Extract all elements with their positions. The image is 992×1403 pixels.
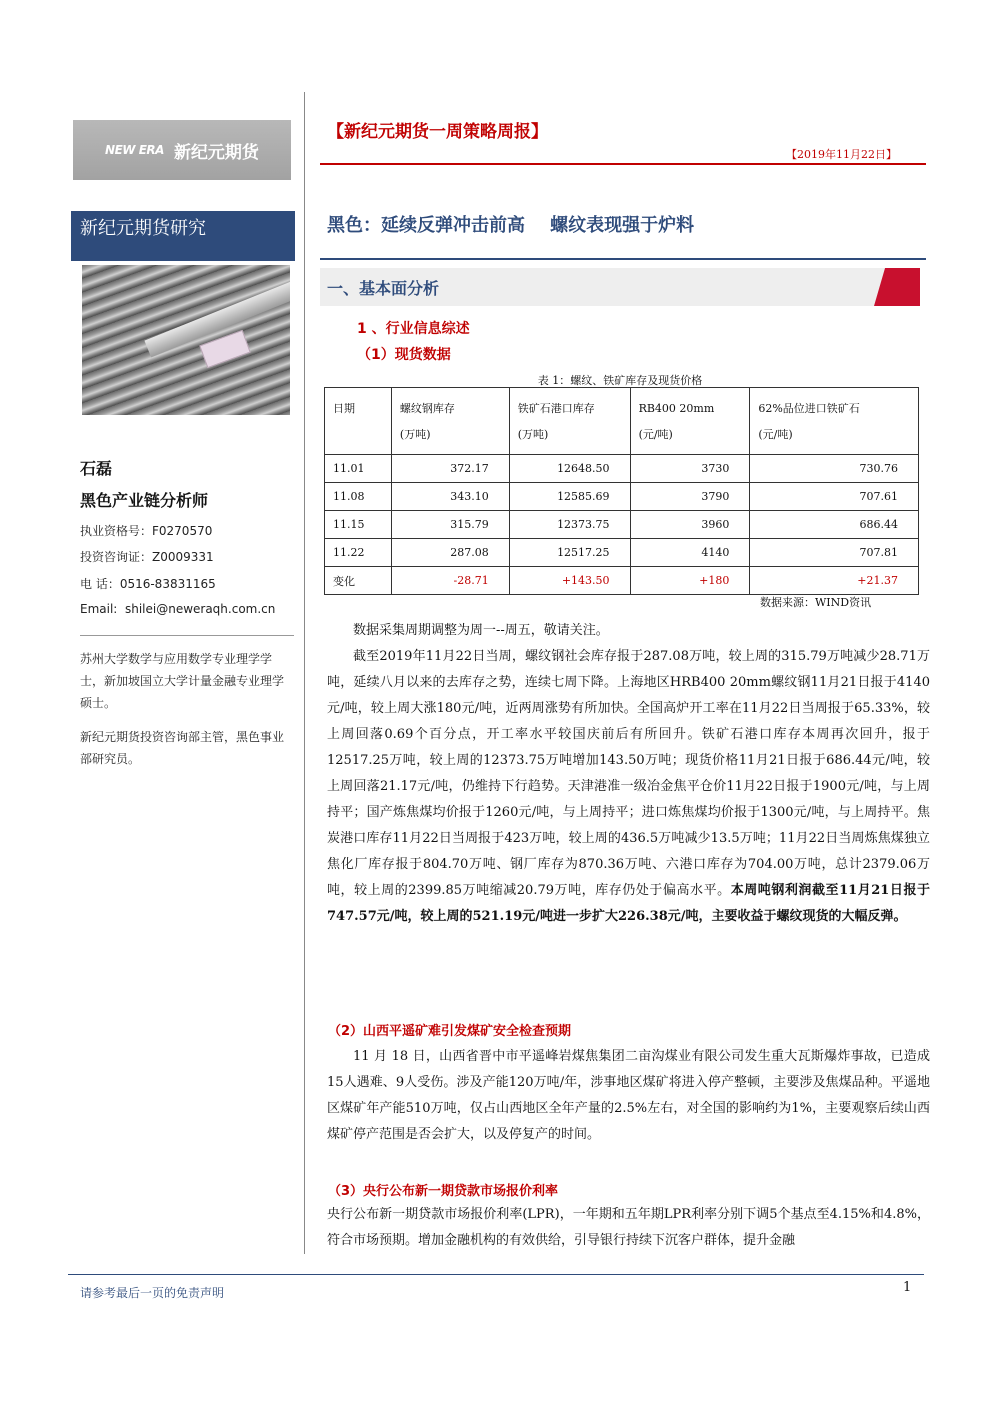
subsection-spot-data: （1）现货数据 [357,347,451,363]
paragraph-notice: 数据采集周期调整为周一--周五，敬请关注。 [353,623,609,638]
table-header-cell: RB400 20mm (元/吨) [630,388,750,455]
sidebar-divider [80,635,294,636]
table-header-cell: 日期 [325,388,392,455]
paragraph-text: 截至2019年11月22日当周，螺纹钢社会库存报于287.08万吨，较上周的315.79万吨减少28.71万吨，延续八月以来的去库存之势，连续七周下降。上海地区HRB400 20mm螺纹钢11月21日报于4140元/吨，较上周大涨180元/吨，近两周涨势有所加快。全国高炉开工率在11月22日当周报于65.33%，较上周回落0.69个百分点，开工率水平较国庆前后有所回升。铁矿石港口库存本周再次回升，报于12517.25万吨，较上周的12373.75万吨增加143.50万吨；现货价格11月21日报于686.44元/吨，较上周回落21.17元/吨，仍维持下行趋势。天津港准一级冶金焦平仓价11月22日报于1900元/吨，与上周持平；国产炼焦煤均价报于1260元/吨，与上周持平；进口炼焦煤均价报于1300元/吨，与上周持平。焦炭港口库存11月22日当周报于423万吨，较上周的436.5万吨减少13.5万吨；11月22日当周炼焦煤独立焦化厂库存报于804.70万吨、钢厂库存为870.36万吨、六港口库存为704.00万吨，总计2379.06万吨，较上周的2399.85万吨缩减20.79万吨，库存仍处于偏高水平。 [327,649,930,898]
paragraph-lpr: 央行公布新一期贷款市场报价利率(LPR)，一年期和五年期LPR利率分别下调5个基点至4.15%和4.8%，符合市场预期。增加金融机构的有效供给，引导银行持续下沉客户群体，提升金融 [327,1207,930,1248]
author-bio-1: 苏州大学数学与应用数学专业理学学士，新加坡国立大学计量金融专业理学硕士。 [80,652,285,710]
table-row [325,483,919,511]
rebar-tag [199,330,250,368]
table-cell-date: 11.01 [325,455,392,483]
table-cell: 3730 [630,455,750,483]
research-title: 新纪元期货研究 [80,218,206,239]
footer-disclaimer[interactable]: 请参考最后一页的免责声明 [80,1286,225,1300]
author-consult-cert: 投资咨询证：Z0009331 [80,550,214,564]
table-cell: 3790 [630,483,750,511]
table-row [325,539,919,567]
table-cell: 287.08 [391,539,509,567]
table-cell: 343.10 [391,483,509,511]
table-header-cell: 铁矿石港口库存 (万吨) [509,388,630,455]
paragraph-inventory [327,644,930,930]
research-title-box [71,211,295,261]
table-row [325,455,919,483]
table-cell: 4140 [630,539,750,567]
table-header-row [325,388,919,455]
table-cell: 12517.25 [509,539,630,567]
table-cell: 3960 [630,511,750,539]
author-email[interactable]: Email: shilei@neweraqh.com.cn [80,602,276,616]
table-cell-date: 11.15 [325,511,392,539]
table-caption: 表 1：螺纹、铁矿库存及现货价格 [537,374,703,387]
report-date: 【2019年11月22日】 [786,148,897,161]
header-rule [320,163,926,165]
subsection-shanxi: （2）山西平遥矿难引发煤矿安全检查预期 [328,1024,572,1039]
footer-rule [68,1274,924,1275]
table-cell: 315.79 [391,511,509,539]
inventory-price-table [324,387,919,595]
subsection-title: 1 、行业信息综述 [357,321,470,337]
table-header-cell: 62%品位进口铁矿石 (元/吨) [750,388,919,455]
table-cell: 707.61 [750,483,919,511]
table-cell-change: +180 [630,567,750,595]
author-phone: 电 话：0516-83831165 [80,577,216,591]
table-cell: 12373.75 [509,511,630,539]
logo-mark: NEW ERA [105,143,164,157]
table-cell: 730.76 [750,455,919,483]
report-title: 【新纪元期货一周策略周报】 [327,122,548,142]
company-logo [73,120,291,180]
table-cell: 12585.69 [509,483,630,511]
table-cell: 12648.50 [509,455,630,483]
table-source: 数据来源：WIND资讯 [760,596,872,609]
rebar-photo [82,265,290,415]
paragraph-bold-conclusion: 本周吨钢利润截至11月21日报于747.57元/吨，较上周的521.19元/吨进一步扩大226.38元/吨，主要收益于螺纹现货的大幅反弹。 [327,883,930,924]
table-cell-change: -28.71 [391,567,509,595]
column-divider [304,92,305,1254]
table-cell-label: 变化 [325,567,392,595]
author-name: 石磊 [80,459,113,478]
table-header-cell: 螺纹钢库存 (万吨) [391,388,509,455]
page-number: 1 [903,1280,912,1295]
table-cell-date: 11.22 [325,539,392,567]
author-bio-2: 新纪元期货投资咨询部主管，黑色事业部研究员。 [80,730,285,766]
subsection-lpr: （3）央行公布新一期贷款市场报价利率 [328,1184,559,1199]
section-title: 一、基本面分析 [327,279,440,298]
logo-name: 新纪元期货 [173,142,259,163]
table-cell-change: +21.37 [750,567,919,595]
table-cell: 707.81 [750,539,919,567]
table-cell-change: +143.50 [509,567,630,595]
table-cell: 372.17 [391,455,509,483]
paragraph-shanxi: 11 月 18 日，山西省晋中市平遥峰岩煤焦集团二亩沟煤业有限公司发生重大瓦斯爆炸事故，已造成15人遇难、9人受伤。涉及产能120万吨/年，涉事地区煤矿将进入停产整顿，主要涉及焦煤品种。平遥地区煤矿年产能510万吨，仅占山西地区全年产量的2.5%左右，对全国的影响约为1%，主要观察后续山西煤矿停产范围是否会扩大，以及停复产的时间。 [327,1049,930,1142]
table-cell-date: 11.08 [325,483,392,511]
author-license: 执业资格号：F0270570 [80,524,213,538]
headline-rule [320,258,926,260]
headline: 黑色：延续反弹冲击前高 螺纹表现强于炉料 [327,215,695,236]
author-title: 黑色产业链分析师 [80,491,209,510]
table-cell: 686.44 [750,511,919,539]
table-change-row [325,567,919,595]
table-row [325,511,919,539]
